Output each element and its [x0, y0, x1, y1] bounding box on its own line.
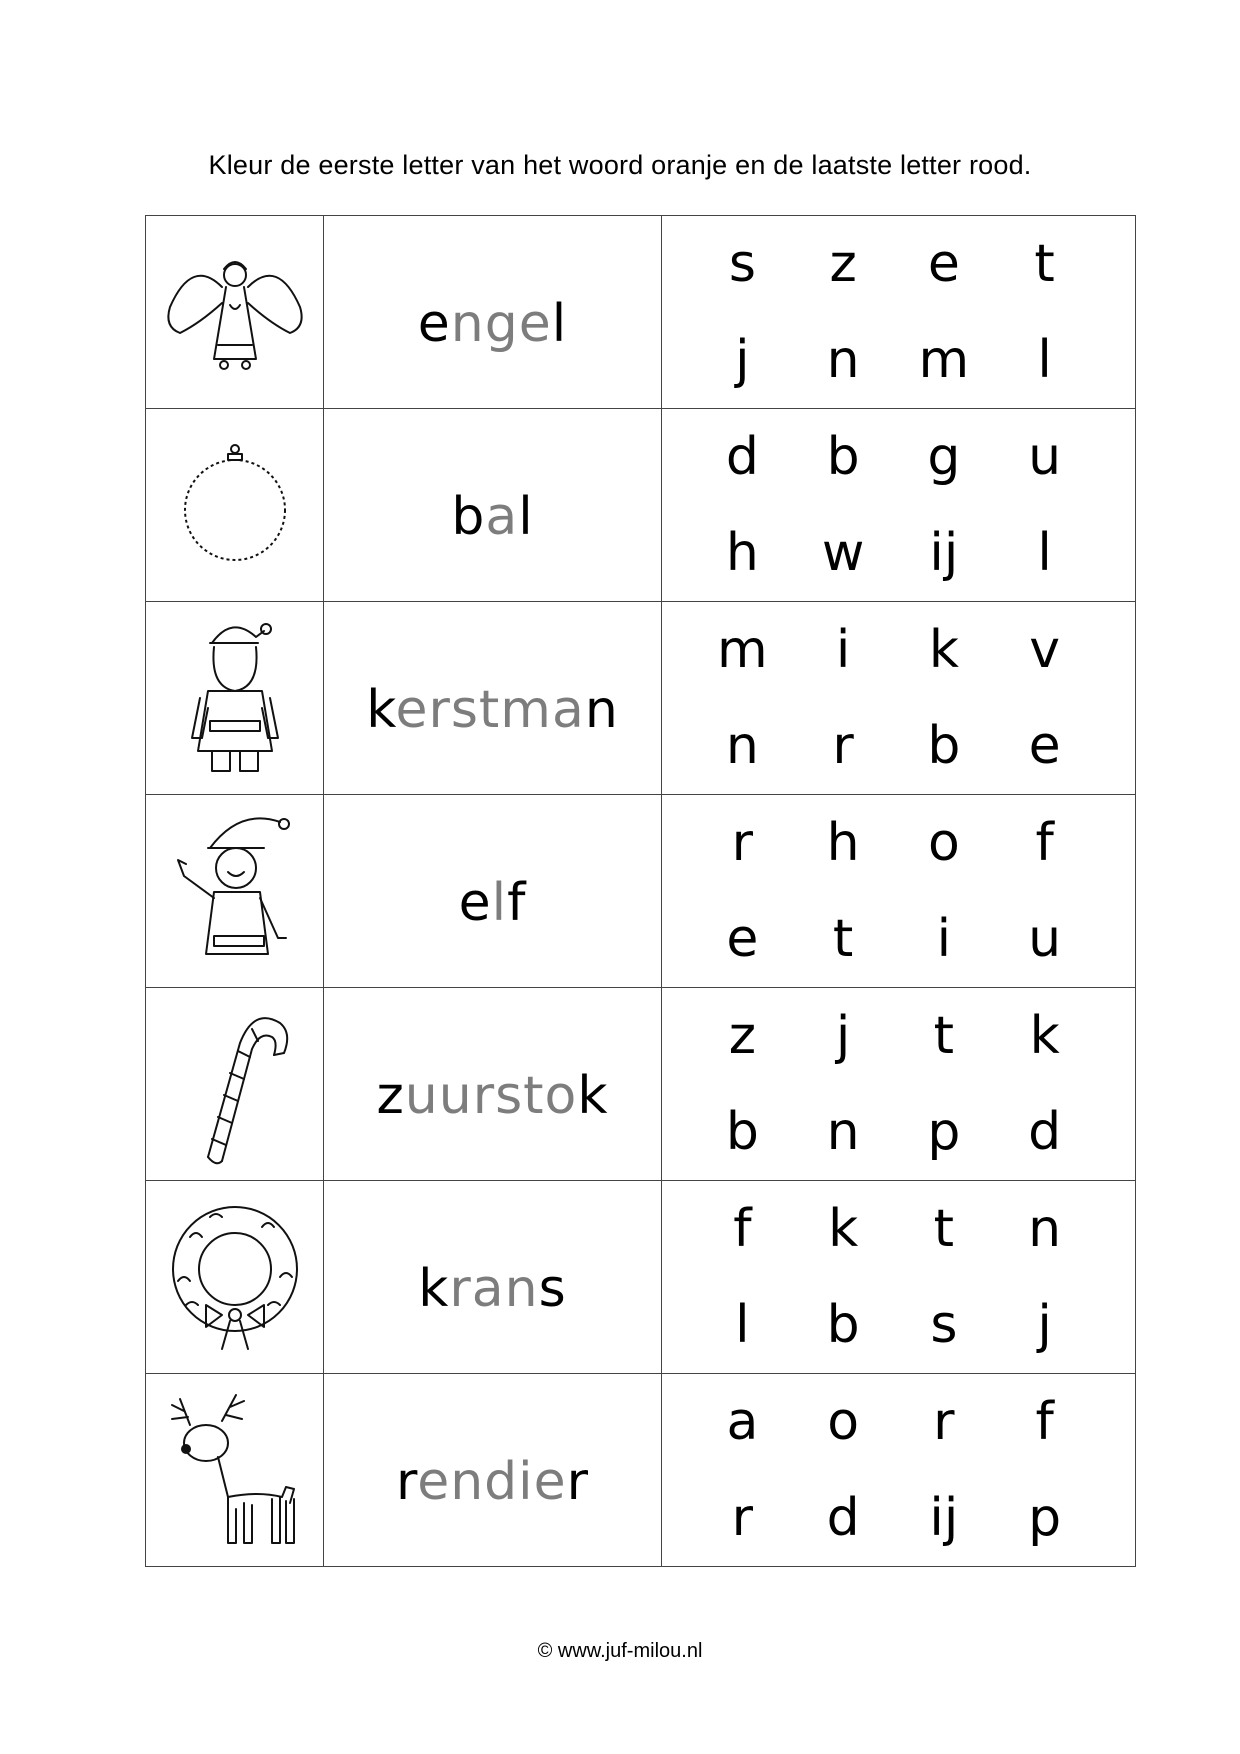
- word: [324, 873, 661, 933]
- letter-choice[interactable]: m: [918, 330, 970, 390]
- letter-choices-cell: [662, 1181, 1136, 1374]
- picture-cell: [146, 988, 324, 1181]
- letter-choice[interactable]: d: [1028, 1102, 1062, 1162]
- word-last-letter[interactable]: k: [577, 1066, 609, 1126]
- letter-choice[interactable]: u: [1028, 909, 1062, 969]
- word-last-letter[interactable]: f: [507, 873, 527, 933]
- word-cell: [324, 602, 662, 795]
- wreath-icon: [160, 1197, 310, 1357]
- word-middle-letters: l: [491, 873, 508, 933]
- letter-choice[interactable]: t: [1034, 234, 1055, 294]
- letter-choice[interactable]: i: [835, 620, 851, 680]
- letter-choice[interactable]: r: [832, 716, 854, 776]
- letter-choice[interactable]: z: [829, 234, 857, 294]
- letter-choice[interactable]: r: [731, 1488, 754, 1548]
- letter-choices-cell: [662, 795, 1136, 988]
- letter-choice[interactable]: ij: [929, 1488, 959, 1548]
- table-row: [146, 795, 1136, 988]
- letter-choice[interactable]: b: [826, 427, 860, 487]
- letter-choice[interactable]: n: [1028, 1199, 1062, 1259]
- letter-choice[interactable]: i: [936, 909, 952, 969]
- letter-choice[interactable]: e: [927, 234, 960, 294]
- word-middle-letters: ran: [449, 1259, 539, 1319]
- picture-cell: [146, 409, 324, 602]
- letter-choice[interactable]: b: [725, 1102, 759, 1162]
- letter-choice[interactable]: p: [927, 1102, 961, 1162]
- letter-choice[interactable]: s: [728, 234, 756, 294]
- letter-choice[interactable]: n: [725, 716, 759, 776]
- word-first-letter[interactable]: k: [366, 680, 396, 740]
- letter-choice[interactable]: k: [928, 620, 959, 680]
- letter-choice[interactable]: w: [821, 523, 865, 583]
- word-cell: [324, 795, 662, 988]
- letter-choice[interactable]: r: [731, 813, 754, 873]
- letter-choice[interactable]: v: [1029, 620, 1061, 680]
- letter-choice[interactable]: j: [735, 330, 750, 390]
- letter-choice[interactable]: b: [927, 716, 961, 776]
- letter-choice[interactable]: t: [933, 1006, 955, 1066]
- table-row: [146, 1181, 1136, 1374]
- letter-choice[interactable]: n: [826, 1102, 860, 1162]
- word-middle-letters: a: [485, 487, 519, 547]
- letter-choice[interactable]: l: [1037, 523, 1052, 583]
- table-row: [146, 1374, 1136, 1567]
- letter-choice[interactable]: t: [832, 909, 854, 969]
- letter-choice[interactable]: o: [927, 813, 960, 873]
- letter-choice[interactable]: e: [1028, 716, 1061, 776]
- word: [324, 1452, 661, 1512]
- word-last-letter[interactable]: r: [566, 1452, 590, 1512]
- word-middle-letters: uursto: [404, 1066, 578, 1126]
- word: [324, 1259, 661, 1319]
- picture-cell: [146, 795, 324, 988]
- picture-cell: [146, 1374, 324, 1567]
- word-first-letter[interactable]: e: [458, 873, 492, 933]
- word-middle-letters: endie: [417, 1452, 567, 1512]
- word-last-letter[interactable]: s: [538, 1259, 567, 1319]
- word-middle-letters: nge: [450, 294, 552, 354]
- word-last-letter[interactable]: n: [584, 680, 619, 740]
- letter-choice[interactable]: l: [1037, 330, 1052, 390]
- word: [324, 680, 661, 740]
- letter-choice[interactable]: m: [717, 620, 768, 680]
- letter-choices-cell: [662, 216, 1136, 409]
- letter-choices-cell: [662, 1374, 1136, 1567]
- letter-choices-cell: [662, 409, 1136, 602]
- word-cell: [324, 1374, 662, 1567]
- letter-choice[interactable]: d: [826, 1488, 860, 1548]
- letter-choice[interactable]: u: [1028, 427, 1062, 487]
- worksheet-table: [145, 215, 1136, 1567]
- letter-choices-cell: [662, 602, 1136, 795]
- table-row: [146, 602, 1136, 795]
- word-last-letter[interactable]: l: [551, 294, 568, 354]
- letter-choice[interactable]: z: [728, 1006, 757, 1066]
- table-row: [146, 216, 1136, 409]
- santa-claus-icon: [160, 613, 310, 783]
- picture-cell: [146, 1181, 324, 1374]
- letter-choice[interactable]: f: [733, 1199, 752, 1259]
- letter-choice[interactable]: h: [826, 813, 860, 873]
- word-cell: [324, 216, 662, 409]
- word-first-letter[interactable]: e: [417, 294, 451, 354]
- letter-choice[interactable]: t: [933, 1199, 955, 1259]
- word-first-letter[interactable]: b: [451, 487, 486, 547]
- letter-choice[interactable]: o: [827, 1392, 860, 1452]
- reindeer-icon: [160, 1385, 310, 1555]
- instruction-text: Kleur de eerste letter van het woord oranje en de laatste letter rood.: [208, 150, 1032, 180]
- letter-choice[interactable]: n: [826, 330, 860, 390]
- table-row: [146, 988, 1136, 1181]
- word-first-letter[interactable]: k: [418, 1259, 450, 1319]
- word: [324, 294, 661, 354]
- word-last-letter[interactable]: l: [518, 487, 534, 547]
- letter-choice[interactable]: f: [1035, 813, 1054, 873]
- letter-choice[interactable]: k: [828, 1199, 859, 1259]
- word-cell: [324, 1181, 662, 1374]
- letter-choice[interactable]: ij: [929, 523, 959, 583]
- word-first-letter[interactable]: z: [376, 1066, 405, 1126]
- letter-choice[interactable]: f: [1035, 1392, 1054, 1452]
- elf-icon: [160, 806, 310, 976]
- copyright-footer: © www.juf-milou.nl: [537, 1640, 703, 1662]
- picture-cell: [146, 216, 324, 409]
- letter-choice[interactable]: g: [927, 427, 961, 487]
- letter-choice[interactable]: k: [1029, 1006, 1060, 1066]
- word-first-letter[interactable]: r: [395, 1452, 418, 1512]
- letter-choice[interactable]: j: [1037, 1295, 1052, 1355]
- candy-cane-icon: [160, 999, 310, 1169]
- letter-choice[interactable]: s: [930, 1295, 958, 1355]
- letter-choice[interactable]: r: [933, 1392, 955, 1452]
- word-cell: [324, 409, 662, 602]
- letter-choice[interactable]: p: [1028, 1488, 1062, 1548]
- word-cell: [324, 988, 662, 1181]
- letter-choice[interactable]: b: [826, 1295, 860, 1355]
- ornament-ball-icon: [160, 440, 310, 570]
- letter-choice[interactable]: h: [725, 523, 759, 583]
- letter-choice[interactable]: d: [725, 427, 759, 487]
- letter-choice[interactable]: e: [726, 909, 759, 969]
- letter-choice[interactable]: l: [735, 1295, 750, 1355]
- word: [324, 1066, 661, 1126]
- word-middle-letters: erstma: [395, 680, 585, 740]
- angel-icon: [160, 247, 310, 377]
- picture-cell: [146, 602, 324, 795]
- letter-choices-cell: [662, 988, 1136, 1181]
- table-row: [146, 409, 1136, 602]
- letter-choice[interactable]: a: [726, 1392, 759, 1452]
- word: [324, 487, 661, 547]
- letter-choice[interactable]: j: [835, 1006, 851, 1066]
